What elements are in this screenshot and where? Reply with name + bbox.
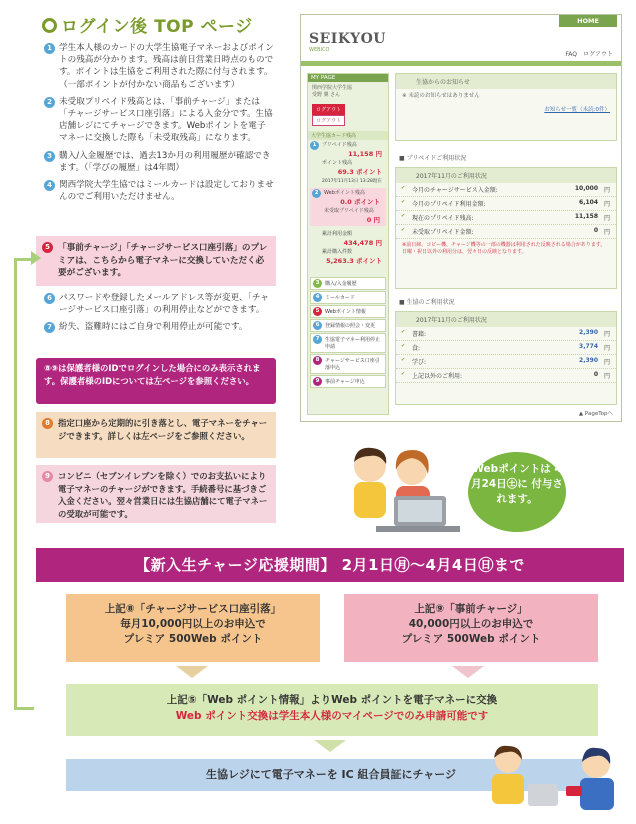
web-point-label: [310, 188, 386, 197]
marker-1: 1: [310, 141, 319, 150]
row-value: 0: [593, 371, 598, 378]
coop-row: [396, 369, 616, 383]
exchange-line-1: 上記⑤「Web ポイント情報」よりWeb ポイントを電子マネーに交換: [166, 694, 498, 706]
note-4: [44, 179, 274, 203]
user-name: 受野 翼 さん: [312, 92, 341, 98]
circle-icon: [42, 18, 57, 33]
students-at-computer-illustration: [336, 440, 464, 536]
menu-label: チャージサービス口座引落申込: [325, 358, 380, 371]
notice-head: 生協からのお知らせ: [396, 74, 616, 89]
total-value: 434,478 円: [343, 239, 382, 247]
web-point-label-text: Webポイント残高: [324, 190, 365, 196]
row-value: 0: [593, 227, 598, 234]
row-unit: 円: [603, 201, 610, 208]
row-label: ✔ 今月のチャージサービス入金額:: [412, 187, 498, 194]
note-number: 6: [44, 293, 55, 304]
coop-row: [396, 341, 616, 355]
note-text: 指定口座から定期的に引き落とし、電子マネーをチャージできます。詳しくは左ページをご参照ください。: [58, 418, 268, 441]
web-point-bubble: Webポイントは 4月24日㊏に 付与されます。: [468, 452, 566, 532]
exchange-line-2: Web ポイント交換は学生本人様のマイページでのみ申請可能です: [175, 710, 489, 722]
total2-label: 累計購入件数: [322, 249, 353, 255]
campaign-right: [344, 594, 598, 662]
usage-row: [396, 197, 616, 211]
campaign-banner: 【新入生チャージ応援期間】 2月1日㊊～4月4日㊐まで: [36, 548, 624, 582]
campaign-right-line: プレミア 500Web ポイント: [401, 633, 541, 645]
sidebar-head: MY PAGE: [308, 74, 388, 82]
mypage-button[interactable]: ログアウト: [312, 115, 345, 126]
campaign-left-line: 上記⑧「チャージサービス口座引落」: [104, 603, 282, 615]
coop-usage-panel: [395, 311, 617, 405]
notice-panel: [395, 73, 617, 141]
note-text: 関西学院大学生協ではミールカードは設定しておりませんのでご利用いただけません。: [59, 180, 274, 203]
menu-number: 3: [313, 279, 322, 288]
row-value: 2,390: [579, 329, 598, 336]
campaign-left: [66, 594, 320, 662]
row-unit: 円: [603, 359, 610, 366]
logout-button[interactable]: ログアウト: [312, 104, 345, 115]
arrow-down-icon: [452, 666, 484, 678]
note-1: [44, 42, 274, 91]
point-value: 69.3 ポイント: [337, 168, 382, 176]
menu-label: 事前チャージ申込: [325, 379, 365, 385]
usage-row: [396, 183, 616, 197]
menu-stop-usage[interactable]: [310, 333, 386, 353]
coop-row: [396, 327, 616, 341]
prepaid-usage-head: ■ プリペイドご利用状況: [399, 155, 467, 162]
note-7: [44, 321, 274, 333]
notice-link[interactable]: お知らせ一覧（未読:0件）: [544, 107, 610, 113]
note-number: 1: [44, 43, 55, 54]
note-number: 4: [44, 180, 55, 191]
menu-pre-charge[interactable]: [310, 375, 386, 388]
menu-meal-card[interactable]: [310, 291, 386, 304]
row-unit: 円: [603, 373, 610, 380]
row-unit: 円: [603, 331, 610, 338]
row-label: ✔ 上記以外のご利用:: [412, 373, 463, 380]
exchange-box: [66, 684, 598, 736]
total-label: 累計利用金額: [322, 231, 353, 237]
menu-web-point[interactable]: [310, 305, 386, 318]
row-unit: 円: [603, 345, 610, 352]
note-9-box: [36, 465, 276, 523]
note-number: 3: [44, 151, 55, 162]
row-label: ✔ 未受取プリペイド金額:: [412, 229, 474, 236]
row-value: 2,390: [579, 357, 598, 364]
final-step-box: 生協レジにて電子マネーを IC 組合員証にチャージ: [66, 759, 596, 791]
arrow-right-icon: [31, 251, 41, 265]
row-label: ✔ 今月のプリペイド利用金額:: [412, 201, 486, 208]
note-text: コンビニ（セブンイレブンを除く）でのお支払いにより電子マネーのチャージができます。手続番号に基づきご入金ください。翌々営業日には生協店舗にて電子マネーの受取が可能です。: [58, 471, 268, 519]
page-title-text: ログイン後 TOP ページ: [61, 17, 253, 37]
note-number: 7: [44, 322, 55, 333]
header-bar: [301, 61, 621, 66]
row-label: ✔ 現在のプリペイド残高:: [412, 215, 474, 222]
campaign-left-line: 毎月10,000円以上のお申込で: [120, 618, 266, 630]
marker-2: 2: [312, 189, 321, 198]
user-org: 関西学院大学生協: [312, 85, 353, 91]
note-text: 購入/入金履歴では、過去13か月の利用履歴が確認できます。（「学びの履歴」は4年間）: [59, 150, 271, 173]
note-text: 未受取プリペイド残高とは、「事前チャージ」または「チャージサービス口座引落」による入金分です。生協店舗レジにてチャージできます。Webポイントを電子マネーに交換した際も「未受取残高」になります。: [59, 96, 273, 144]
menu-number: 7: [313, 335, 322, 344]
menu-number: 4: [313, 293, 322, 302]
seikyou-logo: SEIKYOU: [309, 31, 387, 47]
menu-label: Webポイント情報: [325, 309, 366, 315]
menu-label: ミールカード: [325, 295, 355, 301]
menu-number: 6: [313, 321, 322, 330]
row-value: 6,104: [579, 199, 598, 206]
user-info: [308, 82, 388, 102]
total2-value: 5,263.3 ポイント: [326, 257, 382, 265]
pagetop-link[interactable]: ▲ PageTopへ: [578, 411, 613, 417]
note-number: 2: [44, 97, 55, 108]
note-number: 8: [42, 418, 53, 429]
menu-label: 生協電子マネー利用停止申請: [325, 337, 381, 350]
menu-number: 9: [313, 377, 322, 386]
sidebar-menu: [308, 277, 388, 388]
note-text: 学生本人様のカードの大学生協電子マネーおよびポイントの残高が分かります。残高は前日営業日時点のものです。ポイントは生協をご利用された際に付与されます。（一部ポイントが付かない商品もございます）: [59, 43, 274, 90]
menu-label: 購入/入金履歴: [325, 281, 357, 287]
notes-list-2: [44, 292, 274, 334]
campaign-right-line: 上記⑨「事前チャージ」: [414, 603, 528, 615]
row-label: ✔ 食:: [412, 345, 421, 352]
page-title: [42, 12, 253, 37]
guardian-note: ⑧⑨は保護者様のIDでログインした場合にのみ表示されます。保護者様のIDについては左ページを参照ください。: [36, 358, 276, 404]
menu-registration[interactable]: [310, 319, 386, 332]
row-label: ✔ 書籍:: [412, 331, 427, 338]
menu-label: 登録情報の照会・変更: [325, 323, 376, 329]
usage-head: 2017年11月のご利用状況: [396, 168, 616, 183]
mypage-screenshot: [300, 14, 622, 422]
usage-note: ※前日締、コピー機、チャージ機等の一部の機器は利用された反映される場合があります。日曜・祝日以外の利用分は、翌々日の反映となります。: [402, 242, 606, 255]
note-number: 5: [42, 242, 53, 253]
row-value: 11,158: [574, 213, 598, 220]
prepaid-value: 11,158 円: [348, 150, 382, 158]
coop-usage-head: ■ 生協のご利用状況: [399, 299, 455, 306]
coop-usage-title: 2017年11月のご利用状況: [396, 312, 616, 327]
flow-loop-arrow: [14, 258, 34, 710]
row-unit: 円: [603, 215, 610, 222]
prepaid-usage-panel: [395, 167, 617, 289]
row-unit: 円: [603, 187, 610, 194]
menu-number: 8: [313, 356, 322, 365]
home-tab[interactable]: HOME: [559, 15, 617, 27]
cashier-illustration: [478, 738, 628, 818]
campaign-left-line: プレミア 500Web ポイント: [123, 633, 263, 645]
note-3: [44, 150, 274, 174]
prepaid-label-text: プリペイド残高: [322, 142, 357, 148]
arrow-down-icon: [314, 740, 346, 752]
row-value: 10,000: [574, 185, 598, 192]
menu-number: 5: [313, 307, 322, 316]
notice-body: ※ 未読のお知らせはありません: [402, 93, 480, 99]
arrow-down-icon: [176, 666, 208, 678]
usage-row: [396, 225, 616, 239]
note-6: [44, 292, 274, 316]
prepaid-label: [308, 140, 388, 149]
logo-subtitle: WEBICO: [309, 47, 330, 53]
campaign-right-line: 40,000円以上のお申込で: [408, 618, 534, 630]
point-label: ポイント残高: [322, 160, 353, 166]
note-number: 9: [42, 471, 53, 482]
row-value: 3,774: [579, 343, 598, 350]
menu-charge-service[interactable]: [310, 354, 386, 374]
row-unit: 円: [603, 229, 610, 236]
note-text: 紛失、盗難時にはご自身で利用停止が可能です。: [59, 322, 248, 333]
notes-list: [44, 42, 274, 203]
top-links[interactable]: FAQ ログアウト: [565, 51, 613, 58]
date-line: 2017年11月13日 13:28現在: [322, 179, 382, 184]
web-point-block: [310, 188, 386, 226]
note-text: 「事前チャージ」「チャージサービス口座引落」のプレミアは、こちらから電子マネーに交換していただく必要がございます。: [58, 243, 268, 278]
note-8-box: [36, 412, 276, 458]
sidebar: [307, 73, 389, 415]
note-text: パスワードや登録したメールアドレス等が変更、「チャージサービス口座引落」の利用停止などができます。: [59, 293, 269, 316]
unreceived-label: 未受取プリペイド残高: [324, 208, 374, 214]
card-section-head: 大学生協カード残高: [308, 131, 388, 140]
sidebar-buttons: [308, 102, 388, 128]
unreceived-value: 0 円: [366, 216, 380, 224]
note-2: [44, 96, 274, 145]
row-label: ✔ 学び:: [412, 359, 427, 366]
coop-row: [396, 355, 616, 369]
web-point-value: 0.0 ポイント: [340, 198, 380, 206]
note-5-box: [36, 236, 276, 286]
menu-purchase-history[interactable]: [310, 277, 386, 290]
usage-row: [396, 211, 616, 225]
